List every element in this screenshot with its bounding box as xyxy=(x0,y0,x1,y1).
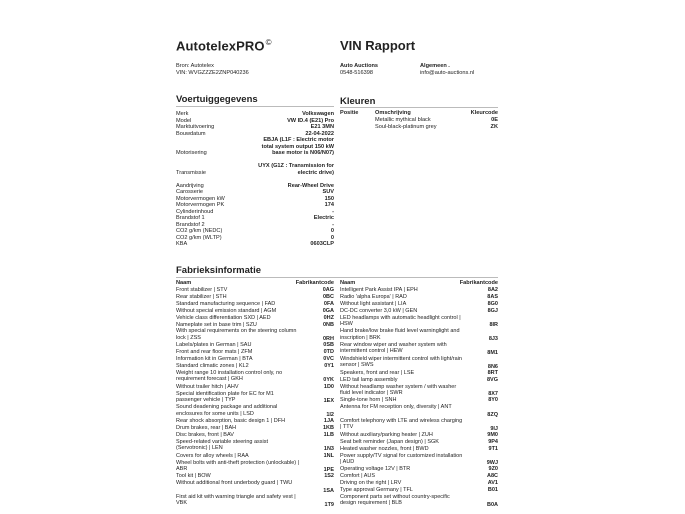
factory-item-code: 0GA xyxy=(322,307,334,314)
factory-item-name: Sound deadening package and additional enclosures for some units | LSD xyxy=(176,404,278,417)
factory-item-name: Rear stabilizer | STH xyxy=(176,293,227,300)
factory-row xyxy=(176,418,334,425)
factory-row xyxy=(176,308,334,315)
document-title: VIN Rapport xyxy=(340,38,416,53)
factory-item-name: Comfort | AUS xyxy=(340,473,376,480)
factory-item-name: Rear window wiper and washer system with intermittent control | HEW xyxy=(340,342,447,355)
factory-item-code: 8IR xyxy=(489,322,498,329)
factory-row xyxy=(340,432,498,439)
factory-item-code: 1I2 xyxy=(326,411,334,418)
factory-row xyxy=(340,404,498,418)
factory-item-name: Component parts set without country-specific design requirement | BLB xyxy=(340,494,450,507)
company-name: Auto Auctions xyxy=(340,63,379,69)
factory-item-name: Without headlamp washer system / with washer fluid level indicator | SWR xyxy=(340,383,457,396)
factory-row xyxy=(176,480,334,494)
colors-header-code: Kleurcode xyxy=(470,110,498,116)
factory-row xyxy=(176,342,334,349)
factory-row xyxy=(176,439,334,453)
factory-row xyxy=(340,315,498,329)
factory-row xyxy=(176,349,334,356)
divider xyxy=(176,277,498,278)
factory-row xyxy=(340,446,498,453)
factory-row xyxy=(340,480,498,487)
factory-item-name: Seat belt reminder (Japan design) | SGK xyxy=(340,438,439,445)
factory-row xyxy=(340,466,498,473)
factory-row xyxy=(340,301,498,308)
factory-item-code: 8VG xyxy=(486,376,498,383)
factory-item-code: 0TD xyxy=(323,349,334,356)
factory-row xyxy=(176,328,334,342)
factory-item-name: With special requirements on the steering column lock | ZSS xyxy=(176,328,297,341)
factory-header-code: Fabrikantcode xyxy=(295,280,334,286)
factory-item-name: Comfort telephony with LTE and wireless charging | TTV xyxy=(340,418,463,431)
factory-item-code: 0RH xyxy=(322,335,334,342)
factory-row xyxy=(340,308,498,315)
factory-item-code: B0A xyxy=(486,501,498,508)
factory-row xyxy=(176,370,334,384)
factory-header-code: Fabrikantcode xyxy=(459,280,498,286)
factory-item-name: Speed-related variable steering assist (Servotronic) | LEN xyxy=(176,438,269,451)
factory-item-code: 1N3 xyxy=(323,446,334,453)
vin-text: VIN: WVGZZZE2ZNP040236 xyxy=(176,70,249,76)
color-code: 0E xyxy=(491,117,498,123)
factory-item-name: Tool kit | BOW xyxy=(176,473,211,480)
factory-item-code: 1D0 xyxy=(323,383,334,390)
factory-row xyxy=(176,363,334,370)
factory-item-code: 1NL xyxy=(323,452,334,459)
factory-item-code: 9M0 xyxy=(487,431,498,438)
source-text: Bron: Autotelex xyxy=(176,63,214,69)
factory-item-code: 9WJ xyxy=(486,460,498,467)
factory-item-name: Information kit in German | BTA xyxy=(176,356,253,362)
factory-item-code: 9P4 xyxy=(488,438,498,445)
vehicle-section-title: Voertuiggegevens xyxy=(176,94,258,105)
factory-item-name: Front stabilizer | STV xyxy=(176,287,228,293)
factory-item-name: Single-tone horn | SNH xyxy=(340,397,397,404)
factory-row xyxy=(176,473,334,480)
factory-row xyxy=(176,425,334,432)
factory-item-code: 0AG xyxy=(322,287,334,293)
factory-item-code: 0NB xyxy=(322,321,334,328)
factory-item-code: 8GJ xyxy=(487,307,498,314)
vehicle-table: Merk Volkswagen Model VW ID.4 (E21) Pro Marktuitvoering E21 3MN Bouwdatum 22-04-2022 Motorisering EBJA (L1F : Electric motor total system output 150 kW base motor is N06/N07) Transmissie UYX (G1Z : Transmission for electric drive) Aandrijving Rear-Wheel Drive Carosserie SUV Motorvermogen kW 150 Motorvermogen PK 174 Cylinderinhoud - Brandstof 1 Electric Brandstof 2 - CO2 g/km (NEDC) 0 CO2 g/km (WLTP) 0 KBA 0603CLP xyxy=(176,111,334,247)
factory-item-code: 9IJ xyxy=(490,425,498,432)
factory-row xyxy=(340,328,498,342)
factory-row xyxy=(176,391,334,405)
factory-row xyxy=(176,356,334,363)
factory-item-code: 1T9 xyxy=(324,501,334,508)
factory-item-name: Nameplate set in base trim | SZU xyxy=(176,321,257,328)
factory-item-code: 1EX xyxy=(323,398,334,405)
factory-item-code: 8A2 xyxy=(487,287,498,293)
phone-number: 0548-516398 xyxy=(340,70,373,76)
colors-header-description: Omschrijving xyxy=(375,110,411,116)
factory-item-name: Without auxiliary/parking heater | ZUH xyxy=(340,431,433,438)
factory-item-name: Antenna for FM reception only, diversity | ANT xyxy=(340,404,452,411)
factory-item-code: 0VC xyxy=(323,356,334,362)
factory-item-code: B01 xyxy=(487,487,498,494)
factory-item-code: 0SB xyxy=(323,342,334,349)
factory-item-name: Standard climatic zones | KL2 xyxy=(176,362,249,369)
factory-item-code: 8AS xyxy=(487,293,498,300)
factory-item-code: 8N6 xyxy=(487,363,498,370)
color-code: ZK xyxy=(490,124,498,130)
factory-item-name: Without light assistant | LIA xyxy=(340,300,407,307)
factory-item-name: Radio 'alpha Europa' | RAD xyxy=(340,293,407,300)
factory-item-code: AV1 xyxy=(487,480,498,487)
factory-item-code: 1S2 xyxy=(324,473,334,480)
factory-row xyxy=(176,315,334,322)
factory-item-code: 0YK xyxy=(323,377,334,384)
factory-item-name: Intelligent Park Assist IPA | EPH xyxy=(340,287,418,293)
color-description: Metallic mythical black xyxy=(375,117,431,123)
brand-logo: AutotelexPRO© xyxy=(176,38,272,54)
factory-item-code: 0HZ xyxy=(323,314,334,321)
factory-row xyxy=(176,453,334,460)
divider xyxy=(176,106,334,107)
factory-item-code: 8X7 xyxy=(488,391,498,398)
factory-item-code: 8M1 xyxy=(487,349,498,356)
factory-item-name: Front and rear floor mats | ZFM xyxy=(176,349,253,356)
factory-item-name: Speakers, front and rear | LSE xyxy=(340,369,415,376)
factory-item-code: A8C xyxy=(486,473,498,480)
factory-item-code: 9T1 xyxy=(488,445,498,452)
factory-item-name: Special identification plate for EC for M1 passenger vehicle | TYP xyxy=(176,390,274,403)
factory-row xyxy=(340,294,498,301)
factory-item-name: Driving on the right | LRV xyxy=(340,480,402,487)
email-link[interactable]: info@auto-auctions.nl xyxy=(420,70,475,76)
factory-item-code: 8Y0 xyxy=(488,397,498,404)
factory-row xyxy=(176,294,334,301)
factory-row xyxy=(340,439,498,446)
factory-item-name: Type approval Germany | TFL xyxy=(340,487,413,494)
factory-section-title: Fabrieksinformatie xyxy=(176,265,261,276)
factory-list-left xyxy=(176,287,334,509)
factory-item-name: Drum brakes, rear | BAH xyxy=(176,425,237,431)
factory-item-name: Wheel bolts with anti-theft protection (unlockable) | ABR xyxy=(176,459,300,472)
factory-item-code: 8ZQ xyxy=(487,411,498,418)
factory-header-name: Naam xyxy=(176,280,192,286)
factory-row xyxy=(176,287,334,294)
factory-header-name: Naam xyxy=(340,280,356,286)
factory-item-name: First aid kit with warning triangle and safety vest | VBK xyxy=(176,494,296,507)
factory-row xyxy=(340,397,498,404)
factory-item-code: 1LB xyxy=(323,431,334,438)
factory-item-code: 8RT xyxy=(487,369,498,376)
factory-item-name: Covers for alloy wheels | RAA xyxy=(176,452,249,459)
factory-item-code: 8G0 xyxy=(487,300,498,307)
factory-item-name: Without trailer hitch | AHV xyxy=(176,383,239,390)
factory-row xyxy=(176,432,334,439)
factory-item-name: Disc brakes, front | BAV xyxy=(176,431,234,438)
factory-item-name: Power supply/TV signal for customized installation | AUD xyxy=(340,452,463,465)
factory-row xyxy=(340,487,498,494)
general-label: Algemeen . xyxy=(420,63,450,69)
factory-row xyxy=(176,322,334,329)
factory-row xyxy=(340,370,498,377)
factory-item-code: 9Z0 xyxy=(488,466,498,473)
factory-row xyxy=(340,494,498,508)
factory-row xyxy=(176,494,334,508)
factory-item-code: 1JA xyxy=(323,418,334,425)
factory-row xyxy=(340,384,498,398)
factory-row xyxy=(340,473,498,480)
factory-row xyxy=(176,404,334,418)
factory-item-name: Without additional front underbody guard | TWU xyxy=(176,480,293,487)
factory-item-code: 1KB xyxy=(322,425,334,431)
factory-item-code: 1SA xyxy=(323,487,334,494)
colors-section-title: Kleuren xyxy=(340,96,376,107)
factory-row xyxy=(340,342,498,356)
factory-item-name: Windshield wiper intermittent control with light/rain sensor | SWS xyxy=(340,356,462,369)
factory-row xyxy=(340,418,498,432)
factory-item-name: DC-DC converter 3,0 kW | GEN xyxy=(340,307,418,314)
color-description: Soul-black-platinum grey xyxy=(375,124,437,130)
factory-item-name: Without special emission standard | AGM xyxy=(176,307,277,314)
factory-item-name: Heated washer nozzles, front | BWD xyxy=(340,445,429,452)
factory-row xyxy=(340,377,498,384)
factory-item-code: 0Y1 xyxy=(324,362,334,369)
factory-item-code: 0FA xyxy=(323,300,334,307)
factory-item-name: Rear shock absorption, basic design 1 | DFH xyxy=(176,418,286,425)
factory-item-name: LED tail lamp assembly xyxy=(340,376,398,383)
factory-item-name: Operating voltage 12V | BTR xyxy=(340,466,411,473)
factory-item-name: Weight range 10 installation control only, no requirement forecast | GKH xyxy=(176,369,283,382)
factory-item-name: Vehicle class differentiation SXD | AED xyxy=(176,314,271,321)
factory-item-code: 0BC xyxy=(322,293,334,300)
factory-row xyxy=(340,453,498,467)
factory-item-code: 1PE xyxy=(323,467,334,474)
factory-item-name: Labels/plates in German | SAU xyxy=(176,342,252,349)
factory-row xyxy=(340,356,498,370)
factory-item-name: Hand brake/low brake fluid level warninglight and inscription | BRK xyxy=(340,328,460,341)
divider xyxy=(340,107,498,108)
factory-row xyxy=(340,287,498,294)
factory-row xyxy=(176,384,334,391)
factory-list-right xyxy=(340,287,498,509)
factory-item-code: 8J3 xyxy=(488,335,498,342)
factory-row xyxy=(176,460,334,474)
factory-item-name: LED headlamps with automatic headlight control | HSW xyxy=(340,314,461,327)
factory-item-name: Standard manufacturing sequence | FAD xyxy=(176,300,276,307)
colors-header-position: Positie xyxy=(340,110,359,116)
factory-row xyxy=(176,301,334,308)
